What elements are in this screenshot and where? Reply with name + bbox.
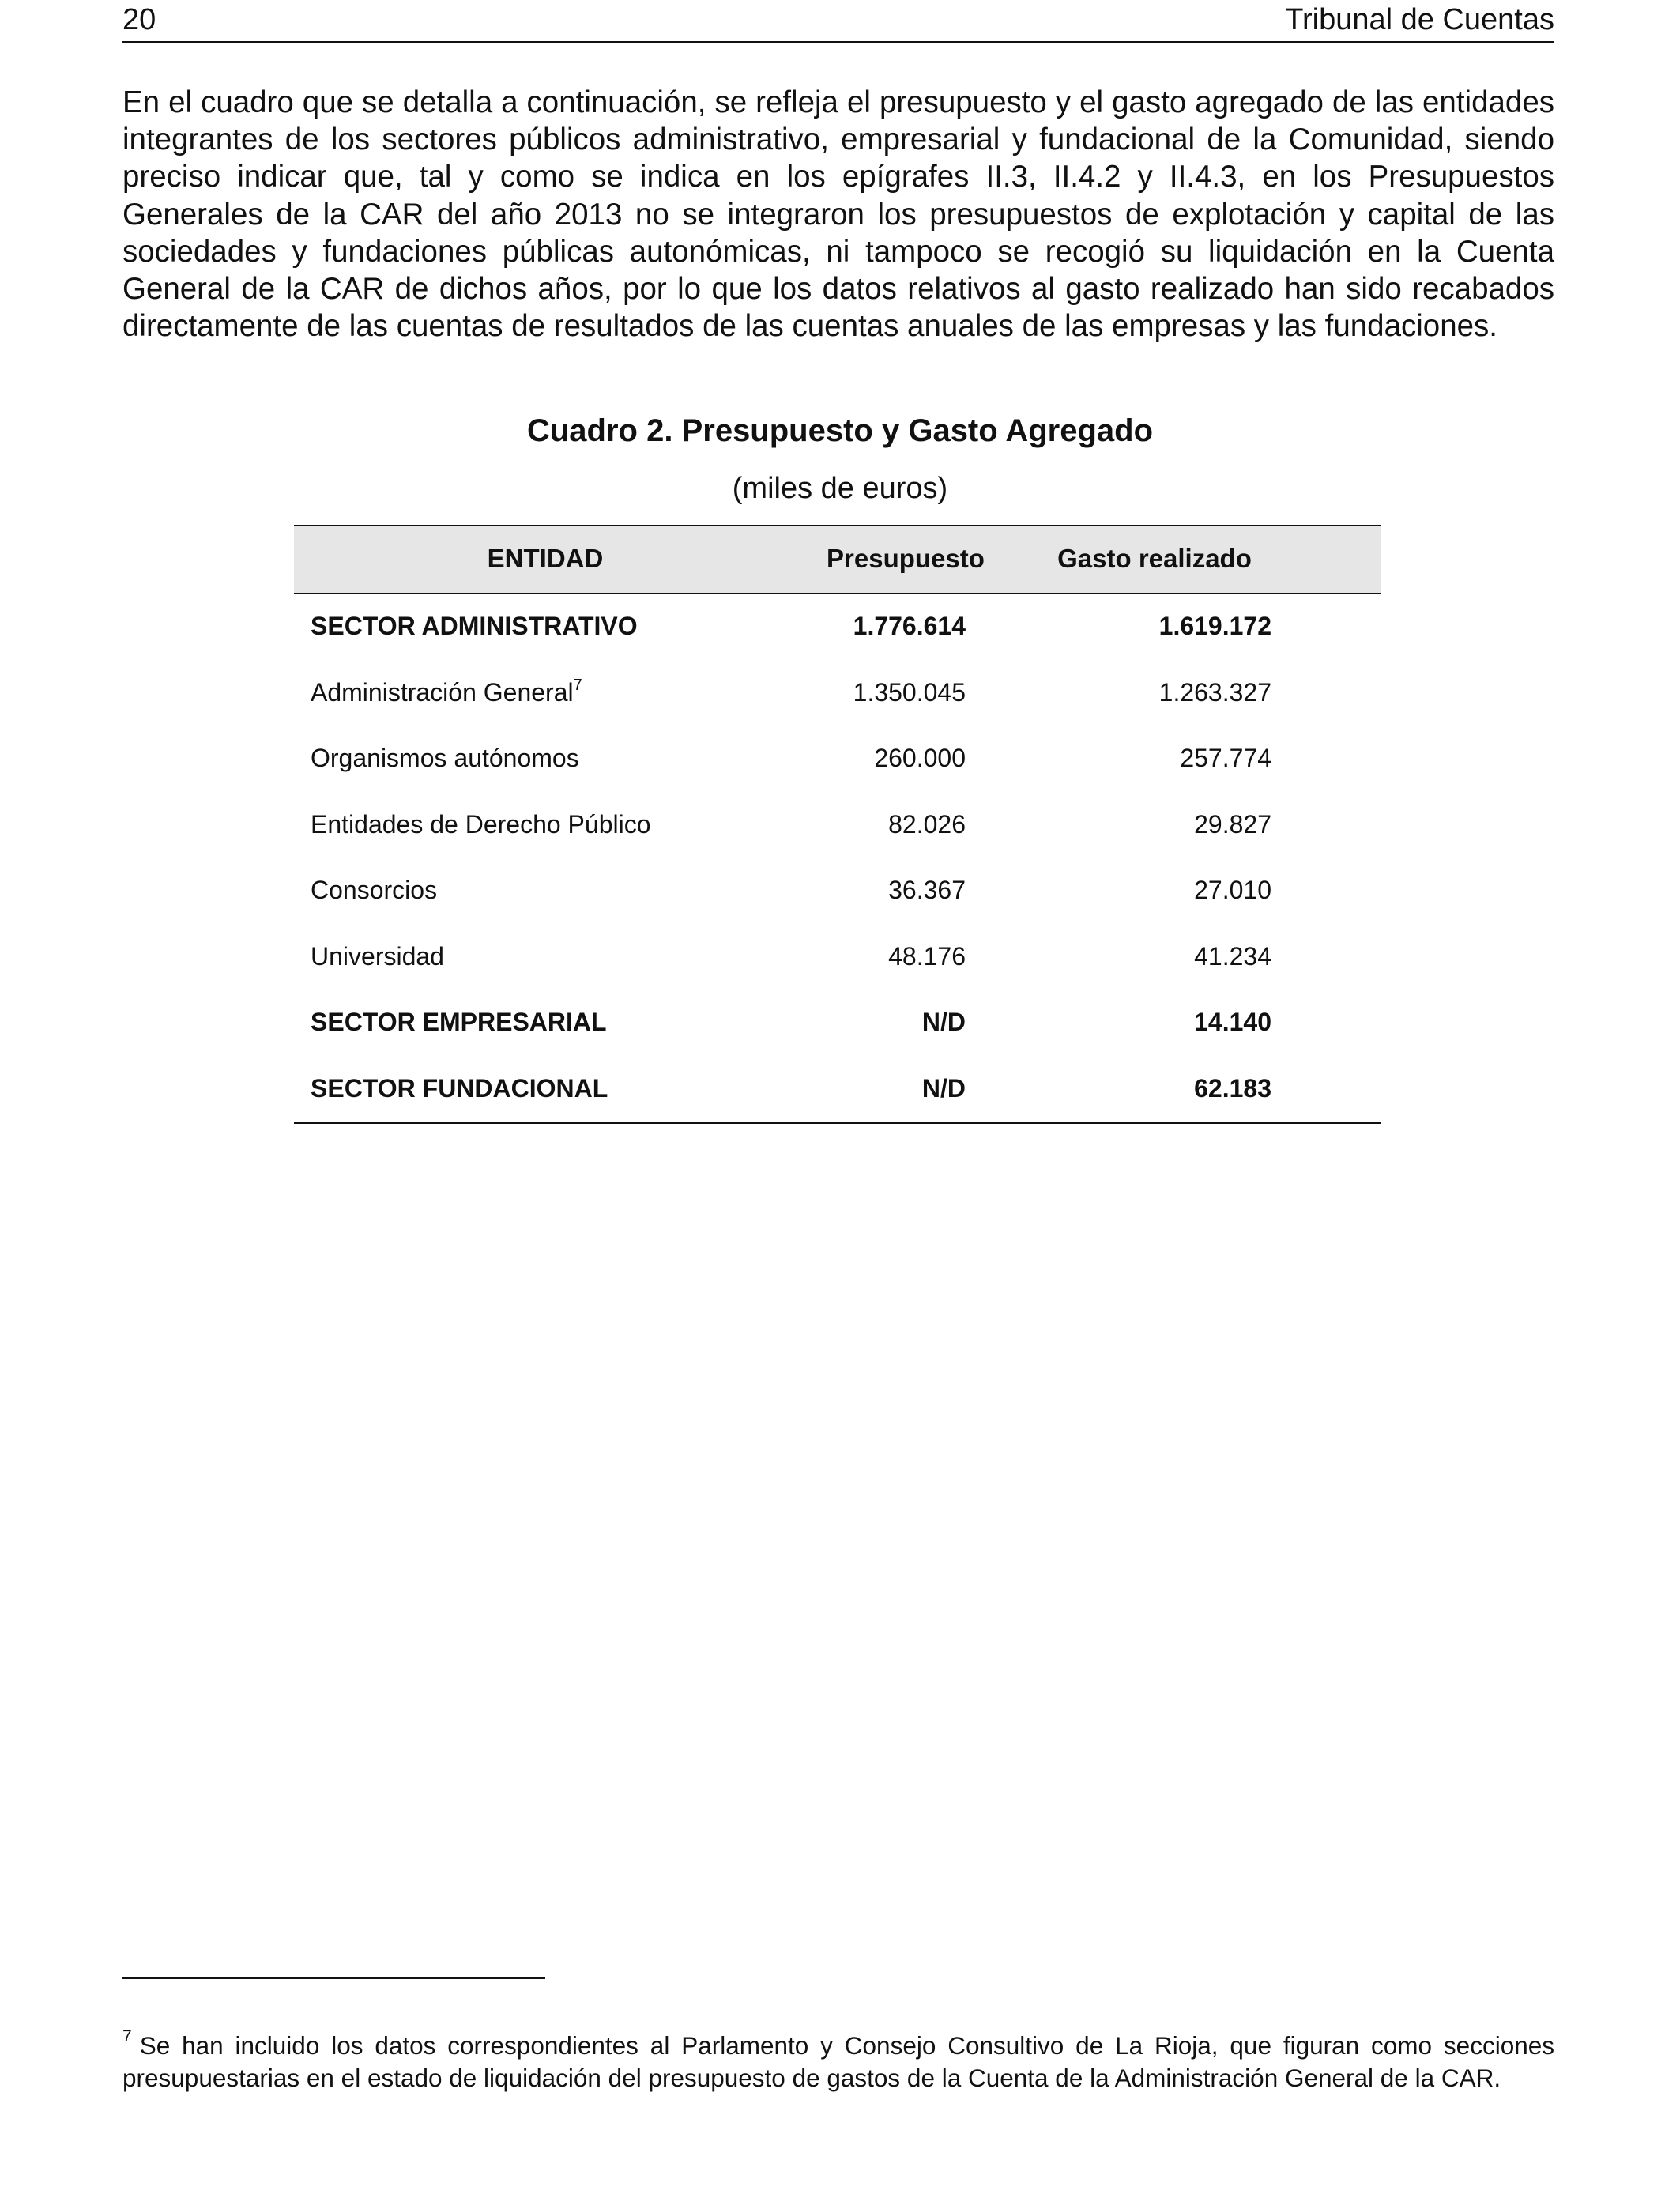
header-presupuesto: Presupuesto bbox=[827, 544, 985, 573]
cell-presupuesto: 36.367 bbox=[888, 876, 966, 904]
cell-gasto: 14.140 bbox=[1194, 1008, 1271, 1036]
running-header-title: Tribunal de Cuentas bbox=[1285, 3, 1554, 36]
table-row bbox=[294, 726, 1381, 793]
table-row bbox=[294, 793, 1381, 859]
footnote bbox=[122, 2027, 1554, 2094]
cell-presupuesto: 48.176 bbox=[888, 941, 966, 971]
table-row bbox=[294, 858, 1381, 925]
table-title: Cuadro 2. Presupuesto y Gasto Agregado bbox=[526, 413, 1153, 448]
footnote-ref: 7 bbox=[573, 676, 582, 694]
footnote-number: 7 bbox=[122, 2027, 132, 2045]
table-row bbox=[294, 594, 1381, 661]
cell-presupuesto: N/D bbox=[921, 1008, 966, 1036]
cell-presupuesto: N/D bbox=[921, 1073, 966, 1103]
table-row bbox=[294, 1057, 1381, 1123]
cell-gasto: 29.827 bbox=[1194, 809, 1271, 839]
cell-presupuesto: 82.026 bbox=[888, 809, 966, 839]
header-gasto: Gasto realizado bbox=[1057, 544, 1252, 573]
body-paragraph: En el cuadro que se detalla a continuación, se refleja el presupuesto y el gasto agregado de las entidades integrantes de los sectores públicos administrativo, empresarial y fundacional de la Comunidad, siendo preciso indicar que, tal y como se indica en los epígrafes II.3, II.4.2 y II.4.3, en los Presupuestos Generales de la CAR del año 2013 no se integraron los presupuestos de explotación y capital de las sociedades y fundaciones públicas autonómicas, ni tampoco se recogió su liquidación en la Cuenta General de la CAR de dichos años, por lo que los datos relativos al gasto realizado han sido recabados directamente de las cuentas de resultados de las cuentas anuales de las empresas y las fundaciones. bbox=[122, 85, 1554, 344]
table-header-row bbox=[294, 526, 1381, 594]
table-row bbox=[294, 925, 1381, 991]
cell-gasto: 27.010 bbox=[1194, 876, 1271, 904]
cell-entidad: SECTOR ADMINISTRATIVO bbox=[311, 612, 638, 640]
table-subtitle: (miles de euros) bbox=[732, 472, 948, 505]
cell-entidad: Universidad bbox=[311, 941, 444, 971]
cell-entidad: SECTOR EMPRESARIAL bbox=[311, 1008, 607, 1036]
page-header bbox=[122, 0, 1554, 43]
cell-presupuesto: 260.000 bbox=[874, 744, 966, 772]
cell-entidad: Entidades de Derecho Público bbox=[311, 809, 651, 839]
footnote-text: Se han incluido los datos correspondientes al Parlamento y Consejo Consultivo de La Rioja, que figuran como secciones presupuestarias en el estado de liquidación del presupuesto de gastos de la Cuenta de la Administración General de la CAR. bbox=[122, 2031, 1554, 2092]
page-number: 20 bbox=[122, 3, 156, 36]
cell-entidad-group bbox=[311, 678, 582, 707]
table-row bbox=[294, 990, 1381, 1057]
cell-presupuesto: 1.776.614 bbox=[853, 612, 966, 640]
cell-presupuesto: 1.350.045 bbox=[853, 677, 966, 707]
cell-gasto: 1.263.327 bbox=[1158, 677, 1271, 707]
cell-entidad: Organismos autónomos bbox=[311, 744, 579, 772]
cell-entidad: Administración General bbox=[311, 677, 574, 707]
cell-gasto: 41.234 bbox=[1194, 941, 1271, 971]
footnote-separator bbox=[122, 1977, 545, 1979]
cell-gasto: 257.774 bbox=[1180, 744, 1271, 772]
header-entidad: ENTIDAD bbox=[487, 544, 604, 573]
table-row bbox=[294, 661, 1381, 727]
cell-entidad: SECTOR FUNDACIONAL bbox=[311, 1073, 608, 1103]
cell-gasto: 1.619.172 bbox=[1158, 612, 1271, 640]
cell-entidad: Consorcios bbox=[311, 876, 438, 904]
cell-gasto: 62.183 bbox=[1194, 1073, 1271, 1103]
budget-table bbox=[294, 525, 1381, 1124]
